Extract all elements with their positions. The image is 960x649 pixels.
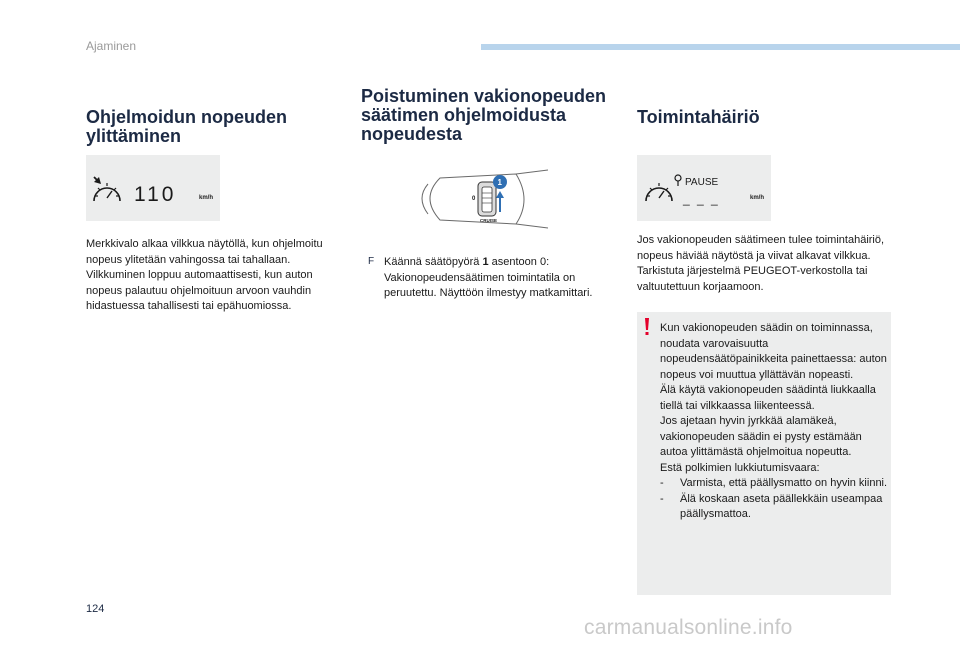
bullet-icon: F xyxy=(368,256,375,267)
wheel-number: 1 xyxy=(482,256,489,268)
speed-unit: km/h xyxy=(199,195,214,201)
overspeed-text: Merkkivalo alkaa vilkkua näytöllä, kun ohjelmoitu nopeus ylitetään vahingossa tai tahallaan. Vilkkuminen loppuu automaattisesti, kun auton nopeus palautuu ohjelmoituun arvoon vauhdin hidastuessa tahallisesti tai epähuomiossa. xyxy=(86,238,323,312)
speedometer-icon xyxy=(646,183,672,201)
warning-text xyxy=(660,321,888,523)
header-accent-bar xyxy=(481,44,960,50)
callout-number: 1 xyxy=(497,178,502,187)
section-title-malfunction: Toimintahäiriö xyxy=(637,107,760,127)
watermark: carmanualsonline.info xyxy=(584,616,793,639)
speed-display-panel xyxy=(86,155,220,221)
cruise-label: CRUISE xyxy=(480,218,498,223)
cluster-display xyxy=(86,155,220,221)
warning-list-item: - Älä koskaan aseta päällekkäin useampaa päällysmattoa. xyxy=(660,492,883,520)
section-title-exit: Poistuminen vakionopeuden säätimen ohjelmoidusta nopeudesta xyxy=(361,86,607,144)
cluster-display-pause xyxy=(637,155,771,221)
exit-text: Käännä säätöpyörä 1 asentoon 0: Vakionopeudensäätimen toimintatila on peruutettu. Näyttöön ilmestyy matkamittari. xyxy=(384,256,593,299)
position-zero-label: 0 xyxy=(472,196,476,202)
warning-paragraph: Estä polkimien lukkiutumisvaara: xyxy=(660,461,820,474)
warning-list-item: - Varmista, että päällysmatto on hyvin kiinni. xyxy=(660,477,888,489)
speed-value: 110 xyxy=(134,183,177,206)
page-number: 124 xyxy=(86,603,105,615)
speed-dashes: _ _ _ xyxy=(683,192,720,206)
speed-unit-pause: km/h xyxy=(750,195,765,201)
warning-paragraph: Älä käytä vakionopeuden säädintä liukkaalla tiellä tai vilkkaassa liikenteessä. xyxy=(660,384,876,412)
speedometer-warning-icon xyxy=(94,177,120,201)
warning-exclamation-icon xyxy=(643,318,651,336)
pause-status: PAUSE xyxy=(685,177,719,188)
warning-paragraph: Jos ajetaan hyvin jyrkkää alamäkeä, vakionopeuden säädin ei pysty estämään autoa ylittämästä ohjelmoitua nopeutta. xyxy=(660,415,862,458)
section-title-overspeed: Ohjelmoidun nopeuden ylittäminen xyxy=(86,107,287,146)
malfunction-text: Jos vakionopeuden säätimeen tulee toimintahäiriö, nopeus häviää näytöstä ja viivat alkavat vilkkua. Tarkistuta järjestelmä PEUGEOT-verkostolla tai valtuutettuun korjaamoon. xyxy=(637,234,885,293)
key-icon xyxy=(675,175,681,186)
warning-paragraph: Kun vakionopeuden säädin on toiminnassa, noudata varovaisuutta nopeudensäätöpainikkeita painettaessa: auton nopeus voi muuttua yllättävän nopeasti. xyxy=(660,322,887,381)
pause-display-panel xyxy=(637,155,771,221)
steering-stalk-diagram xyxy=(420,160,550,236)
section-label: Ajaminen xyxy=(86,39,137,53)
